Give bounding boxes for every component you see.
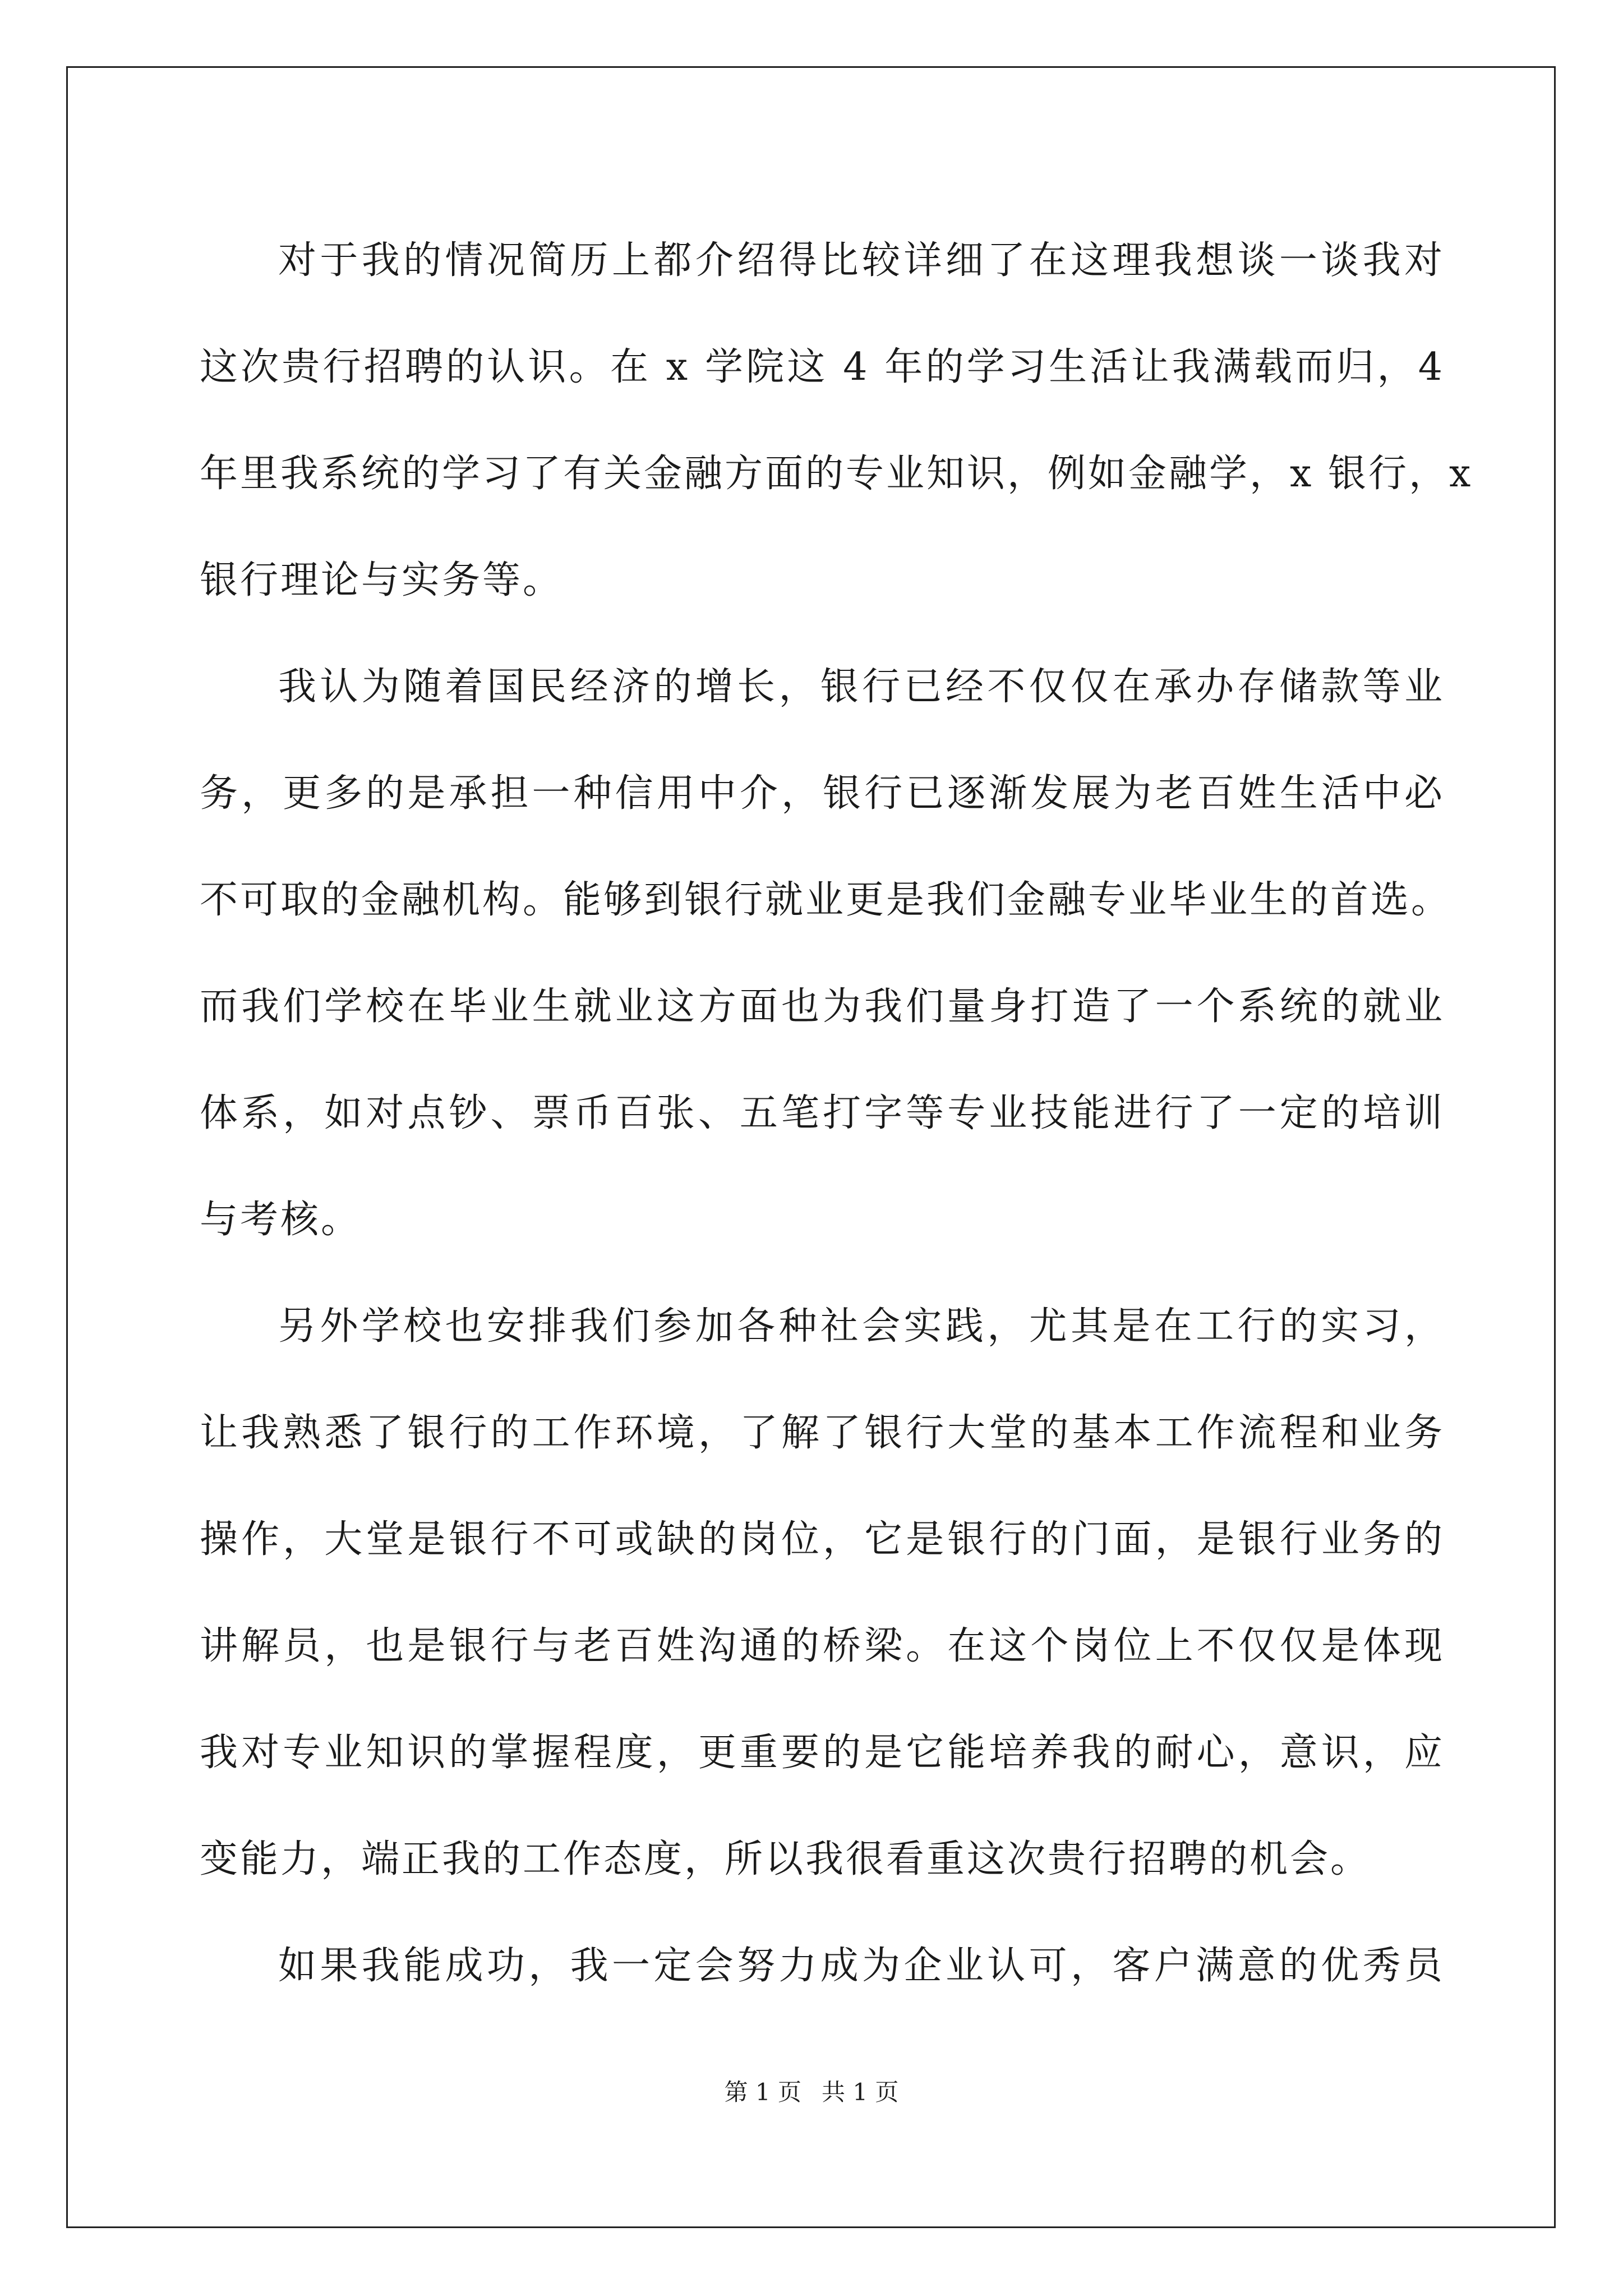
paragraph-2-line-2: 务，更多的是承担一种信用中介，银行已逐渐发展为老百姓生活中必	[200, 771, 1445, 816]
page-number: 第 1 页	[724, 2078, 801, 2106]
paragraph-2-line-4: 而我们学校在毕业生就业这方面也为我们量身打造了一个系统的就业	[200, 984, 1445, 1029]
paragraph-3-line-3: 操作，大堂是银行不可或缺的岗位，它是银行的门面，是银行业务的	[200, 1517, 1445, 1562]
paragraph-2-line-1: 我认为随着国民经济的增长，银行已经不仅仅在承办存储款等业	[278, 665, 1445, 709]
paragraph-2-line-6: 与考核。	[200, 1198, 362, 1242]
document-body	[200, 208, 1473, 2019]
paragraph-1-line-4: 银行理论与实务等。	[200, 558, 564, 602]
page-total: 共 1 页	[822, 2078, 899, 2106]
paragraph-3-line-4: 讲解员，也是银行与老百姓沟通的桥梁。在这个岗位上不仅仅是体现	[200, 1624, 1445, 1668]
paragraph-2-line-3: 不可取的金融机构。能够到银行就业更是我们金融专业毕业生的首选。	[200, 878, 1452, 922]
paragraph-3-line-6: 变能力，端正我的工作态度，所以我很看重这次贵行招聘的机会。	[200, 1837, 1371, 1881]
paragraph-3-line-5: 我对专业知识的掌握程度，更重要的是它能培养我的耐心，意识，应	[200, 1731, 1445, 1775]
paragraph-1-line-2: 这次贵行招聘的认识。在 x 学院这 4 年的学习生活让我满载而归，4	[200, 345, 1445, 389]
paragraph-4-line-1: 如果我能成功，我一定会努力成为企业认可，客户满意的优秀员	[278, 1944, 1445, 1988]
paragraph-1-line-3: 年里我系统的学习了有关金融方面的专业知识，例如金融学，x 银行，x	[200, 452, 1473, 496]
paragraph-3-line-2: 让我熟悉了银行的工作环境，了解了银行大堂的基本工作流程和业务	[200, 1411, 1445, 1455]
paragraph-2-line-5: 体系，如对点钞、票币百张、五笔打字等专业技能进行了一定的培训	[200, 1091, 1445, 1135]
paragraph-3-line-1: 另外学校也安排我们参加各种社会实践，尤其是在工行的实习，	[278, 1304, 1445, 1349]
paragraph-1-line-1: 对于我的情况简历上都介绍得比较详细了在这理我想谈一谈我对	[278, 238, 1445, 283]
page-footer	[0, 2076, 1623, 2109]
